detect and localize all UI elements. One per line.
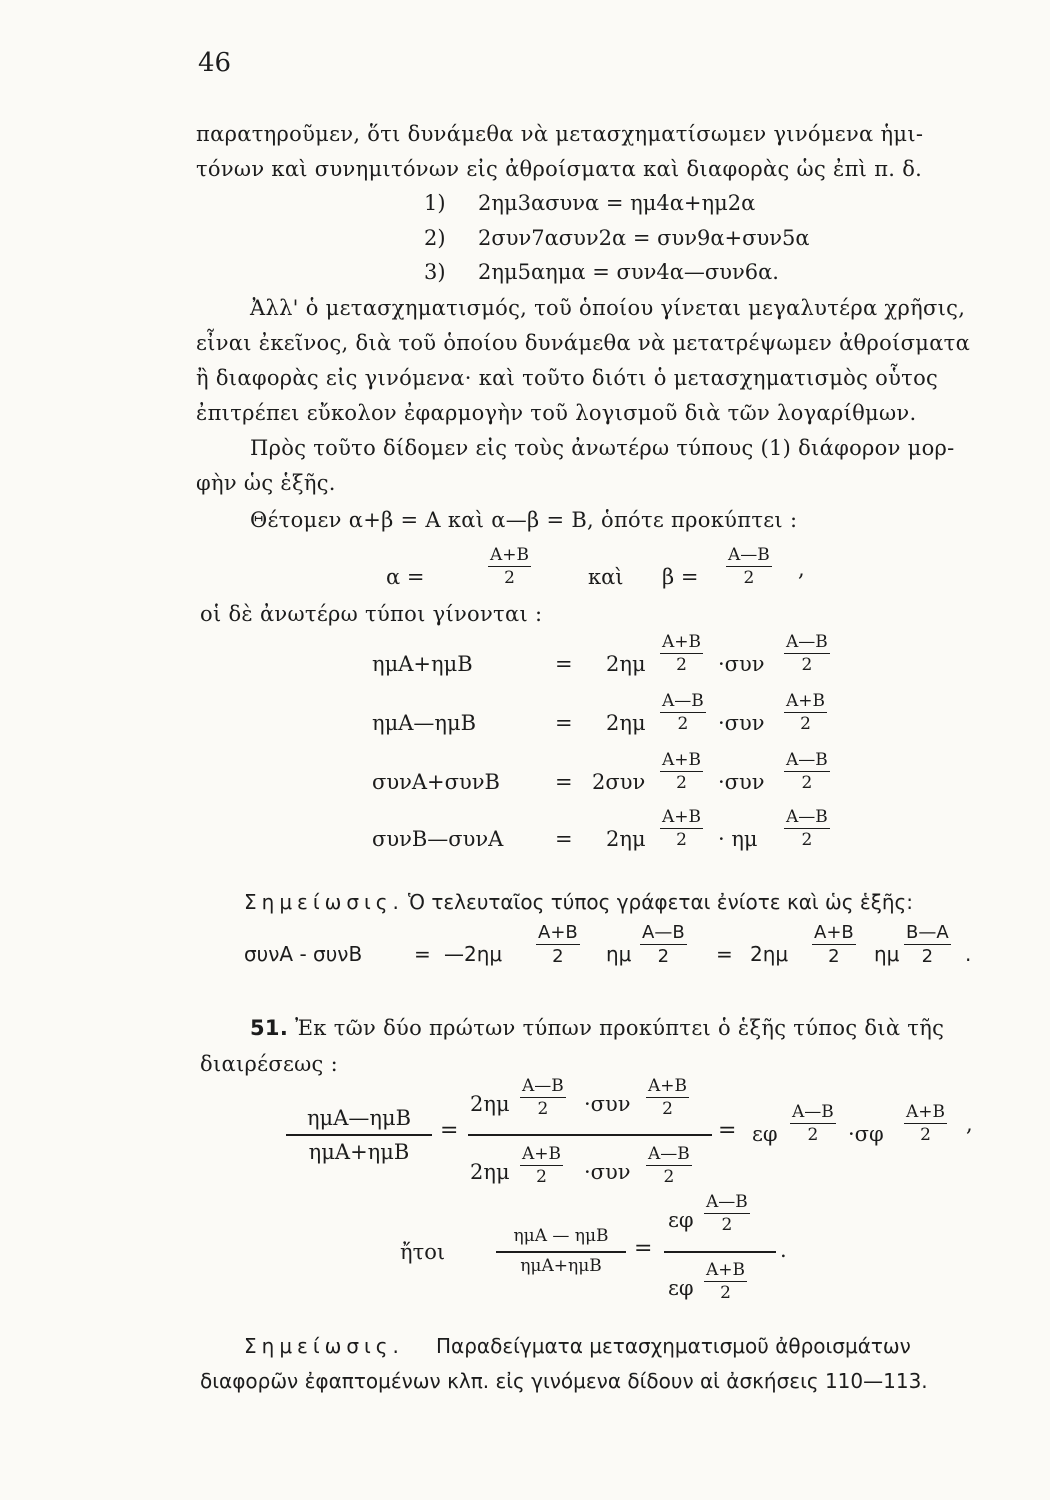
formula-factor: ·σφ (848, 1122, 884, 1146)
fraction-numerator: Α—Β (786, 807, 828, 827)
fraction-denominator: 2 (657, 946, 670, 967)
and-word: καὶ (588, 565, 624, 589)
fraction-numerator: Α+Β (786, 691, 826, 711)
fraction-bar (468, 1134, 712, 1136)
fraction-numerator: Α+Β (814, 922, 854, 943)
formula-fraction (660, 634, 703, 674)
fraction-numerator: Α—Β (522, 1076, 564, 1096)
formula-fraction (784, 809, 830, 849)
paragraph-line: Ἀλλ' ὁ μετασχηματισμός, τοῦ ὁποίου γίνεται μεγαλυτέρα χρῆσις, (250, 296, 966, 320)
fraction-numerator: Α+Β (906, 1102, 946, 1122)
formula-factor: 2ημ (470, 1092, 510, 1116)
division-lhs-numerator: ημΑ—ημΒ (306, 1106, 412, 1130)
fraction-numerator: Α+Β (662, 807, 702, 827)
section-text: Ἐκ τῶν δύο πρώτων τύπων προκύπτει ὁ ἑξῆς τύπος διὰ τῆς (295, 1016, 945, 1040)
formula-fraction (646, 1078, 689, 1118)
intro-formulas: οἱ δὲ ἀνωτέρω τύποι γίνονται : (200, 602, 543, 626)
fraction-numerator: Α+Β (490, 545, 530, 565)
equals-sign: = (555, 711, 573, 735)
beta-label: β = (662, 565, 699, 589)
formula-factor: ·συν (718, 770, 765, 794)
fraction-numerator: Α—Β (728, 545, 770, 565)
example-number: 2) (424, 226, 446, 250)
fraction-bar (496, 1251, 626, 1253)
section-continuation: διαιρέσεως : (200, 1052, 338, 1076)
formula-factor: 2ημ (606, 827, 646, 851)
fraction-numerator: Α+Β (662, 750, 702, 770)
formula-fraction (784, 752, 830, 792)
fraction-numerator: Α+Β (662, 632, 702, 652)
equals-sign: = (555, 652, 573, 676)
comma: , (798, 557, 805, 581)
section-heading (250, 1016, 944, 1040)
formula-fraction (660, 693, 706, 733)
fraction-denominator: 2 (504, 568, 515, 588)
fraction-bar (286, 1134, 432, 1136)
note-fraction (536, 924, 580, 966)
note-neg-factor: —2ημ (444, 942, 503, 966)
period: . (965, 942, 972, 966)
fraction-bar (664, 1251, 776, 1253)
note-text: Ὁ τελευταῖος τύπος γράφεται ἐνίοτε καὶ ὡς ἑξῆς: (408, 890, 914, 914)
note-hm: ημ (874, 942, 900, 966)
formula-fraction (784, 634, 830, 674)
fraction-numerator: Α—Β (648, 1144, 690, 1164)
fraction-numerator: Α+Β (706, 1260, 746, 1280)
fraction-denominator: 2 (537, 1099, 549, 1119)
fraction-denominator: 2 (801, 830, 813, 850)
formula-factor: εφ (668, 1208, 694, 1232)
fraction-numerator: Α+Β (648, 1076, 688, 1096)
equals-sign: = (555, 770, 573, 794)
note-fraction (640, 924, 687, 966)
example-formula: 2ημ3ασυνα = ημ4α+ημ2α (478, 191, 756, 215)
note-hm: ημ (606, 942, 632, 966)
equals-sign: = (440, 1118, 459, 1143)
fraction-denominator: 2 (720, 1283, 731, 1303)
note-fraction (812, 924, 856, 966)
fraction-denominator: 2 (807, 1125, 819, 1145)
fraction-numerator: Α—Β (786, 750, 828, 770)
example-formula: 2ημ5αημα = συν4α—συν6α. (478, 260, 779, 284)
formula-fraction (790, 1104, 836, 1144)
paragraph-line: παρατηροῦμεν, ὅτι δυνάμεθα νὰ μετασχηματίσωμεν γινόμενα ἡμι- (196, 122, 924, 146)
fraction-denominator: 2 (676, 655, 687, 675)
fraction-numerator: Α—Β (706, 1192, 748, 1212)
fraction-denominator: 2 (721, 1215, 733, 1235)
division-lhs-denominator: ημΑ+ημΒ (308, 1140, 410, 1164)
fraction-numerator: Α+Β (522, 1144, 562, 1164)
equals-sign: = (718, 1118, 737, 1143)
formula-lhs: ημΑ+ημΒ (372, 652, 473, 676)
fraction-numerator: Α—Β (786, 632, 828, 652)
formula-lhs: συνΑ+συνΒ (372, 770, 500, 794)
note-label (244, 890, 404, 914)
period: . (780, 1238, 787, 1262)
fraction-denominator: 2 (676, 830, 687, 850)
paragraph-line: τόνων καὶ συνημιτόνων εἰς ἀθροίσματα καὶ διαφορὰς ὡς ἐπὶ π. δ. (196, 157, 923, 181)
paragraph-line: φὴν ὡς ἑξῆς. (196, 471, 336, 495)
fraction-numerator: Α+Β (538, 922, 578, 943)
note-label-text: Σημείωσις. (244, 1334, 404, 1358)
fraction-denominator: 2 (662, 1099, 673, 1119)
note-text: διαφορῶν ἐφαπτομένων κλπ. εἰς γινόμενα δίδουν αἱ ἀσκήσεις 110—113. (200, 1369, 928, 1393)
formula-fraction (660, 752, 703, 792)
note-text: Παραδείγματα μετασχηματισμοῦ ἀθροισμάτων (436, 1334, 911, 1358)
fraction-denominator: 2 (920, 1125, 931, 1145)
example-formula: 2συν7ασυν2α = συν9α+συν5α (478, 226, 810, 250)
note-fraction (904, 924, 951, 966)
formula-factor: 2ημ (470, 1160, 510, 1184)
formula-factor: εφ (668, 1276, 694, 1300)
formula-factor: 2ημ (606, 711, 646, 735)
equals-sign: = (414, 942, 431, 966)
formula-factor: εφ (752, 1122, 778, 1146)
note-label (244, 1334, 404, 1358)
paragraph-line: εἶναι ἐκεῖνος, διὰ τοῦ ὁποίου δυνάμεθα νὰ μετατρέψωμεν ἀθροίσματα (196, 331, 971, 355)
fraction-denominator: 2 (676, 773, 687, 793)
section-number: 51. (250, 1016, 289, 1040)
fraction-denominator: 2 (743, 568, 755, 588)
conclusion-label: ἤτοι (400, 1240, 446, 1264)
formula-fraction (660, 809, 703, 849)
paragraph-line: ἐπιτρέπει εὔκολον ἐφαρμογὴν τοῦ λογισμοῦ διὰ τῶν λογαρίθμων. (196, 401, 917, 425)
formula-factor: ·συν (584, 1092, 631, 1116)
formula-factor: ·συν (718, 711, 765, 735)
fraction-denominator: 2 (663, 1167, 675, 1187)
formula-fraction (784, 693, 827, 733)
beta-fraction (726, 547, 772, 587)
fraction-numerator: Α—Β (662, 691, 704, 711)
fraction-numerator: Α—Β (792, 1102, 834, 1122)
fraction-numerator: Β—Α (906, 922, 949, 943)
formula-factor: ·συν (584, 1160, 631, 1184)
fraction-denominator: 2 (800, 714, 811, 734)
example-number: 3) (424, 260, 446, 284)
paragraph-line: ἢ διαφορὰς εἰς γινόμενα· καὶ τοῦτο διότι ὁ μετασχηματισμὸς οὗτος (196, 366, 939, 390)
formula-fraction (520, 1146, 563, 1186)
paragraph-line: Πρὸς τοῦτο δίδομεν εἰς τοὺς ἀνωτέρω τύπους (1) διάφορον μορ- (250, 436, 955, 460)
formula-factor: 2συν (592, 770, 646, 794)
equals-sign: = (555, 827, 573, 851)
formula-fraction (520, 1078, 566, 1118)
fraction-denominator: 2 (921, 946, 934, 967)
formula-fraction (704, 1194, 750, 1234)
conclusion-denominator: ημΑ+ημΒ (520, 1256, 602, 1276)
equals-sign: = (634, 1236, 653, 1261)
note-label-text: Σημείωσις. (244, 890, 404, 914)
alpha-label: α = (386, 565, 425, 589)
fraction-denominator: 2 (677, 714, 689, 734)
fraction-denominator: 2 (536, 1167, 547, 1187)
formula-fraction (904, 1104, 947, 1144)
alpha-fraction (488, 547, 531, 587)
conclusion-numerator: ημΑ — ημΒ (513, 1226, 609, 1246)
formula-factor: ·συν (718, 652, 765, 676)
example-number: 1) (424, 191, 446, 215)
fraction-denominator: 2 (828, 946, 840, 967)
formula-factor: 2ημ (606, 652, 646, 676)
fraction-denominator: 2 (801, 773, 813, 793)
equals-sign: = (716, 942, 733, 966)
fraction-denominator: 2 (552, 946, 564, 967)
note-formula-lhs: συνΑ - συνΒ (244, 942, 363, 966)
formula-lhs: συνΒ—συνΑ (372, 827, 504, 851)
fraction-denominator: 2 (801, 655, 813, 675)
fraction-numerator: Α—Β (642, 922, 685, 943)
formula-factor: · ημ (718, 827, 758, 851)
note-pos-factor: 2ημ (750, 942, 789, 966)
page-number: 46 (198, 48, 232, 78)
formula-lhs: ημΑ—ημΒ (372, 711, 477, 735)
formula-fraction (646, 1146, 692, 1186)
substitution-line: Θέτομεν α+β = Α καὶ α—β = Β, ὁπότε προκύπτει : (250, 508, 798, 532)
comma: , (966, 1112, 973, 1136)
formula-fraction (704, 1262, 747, 1302)
